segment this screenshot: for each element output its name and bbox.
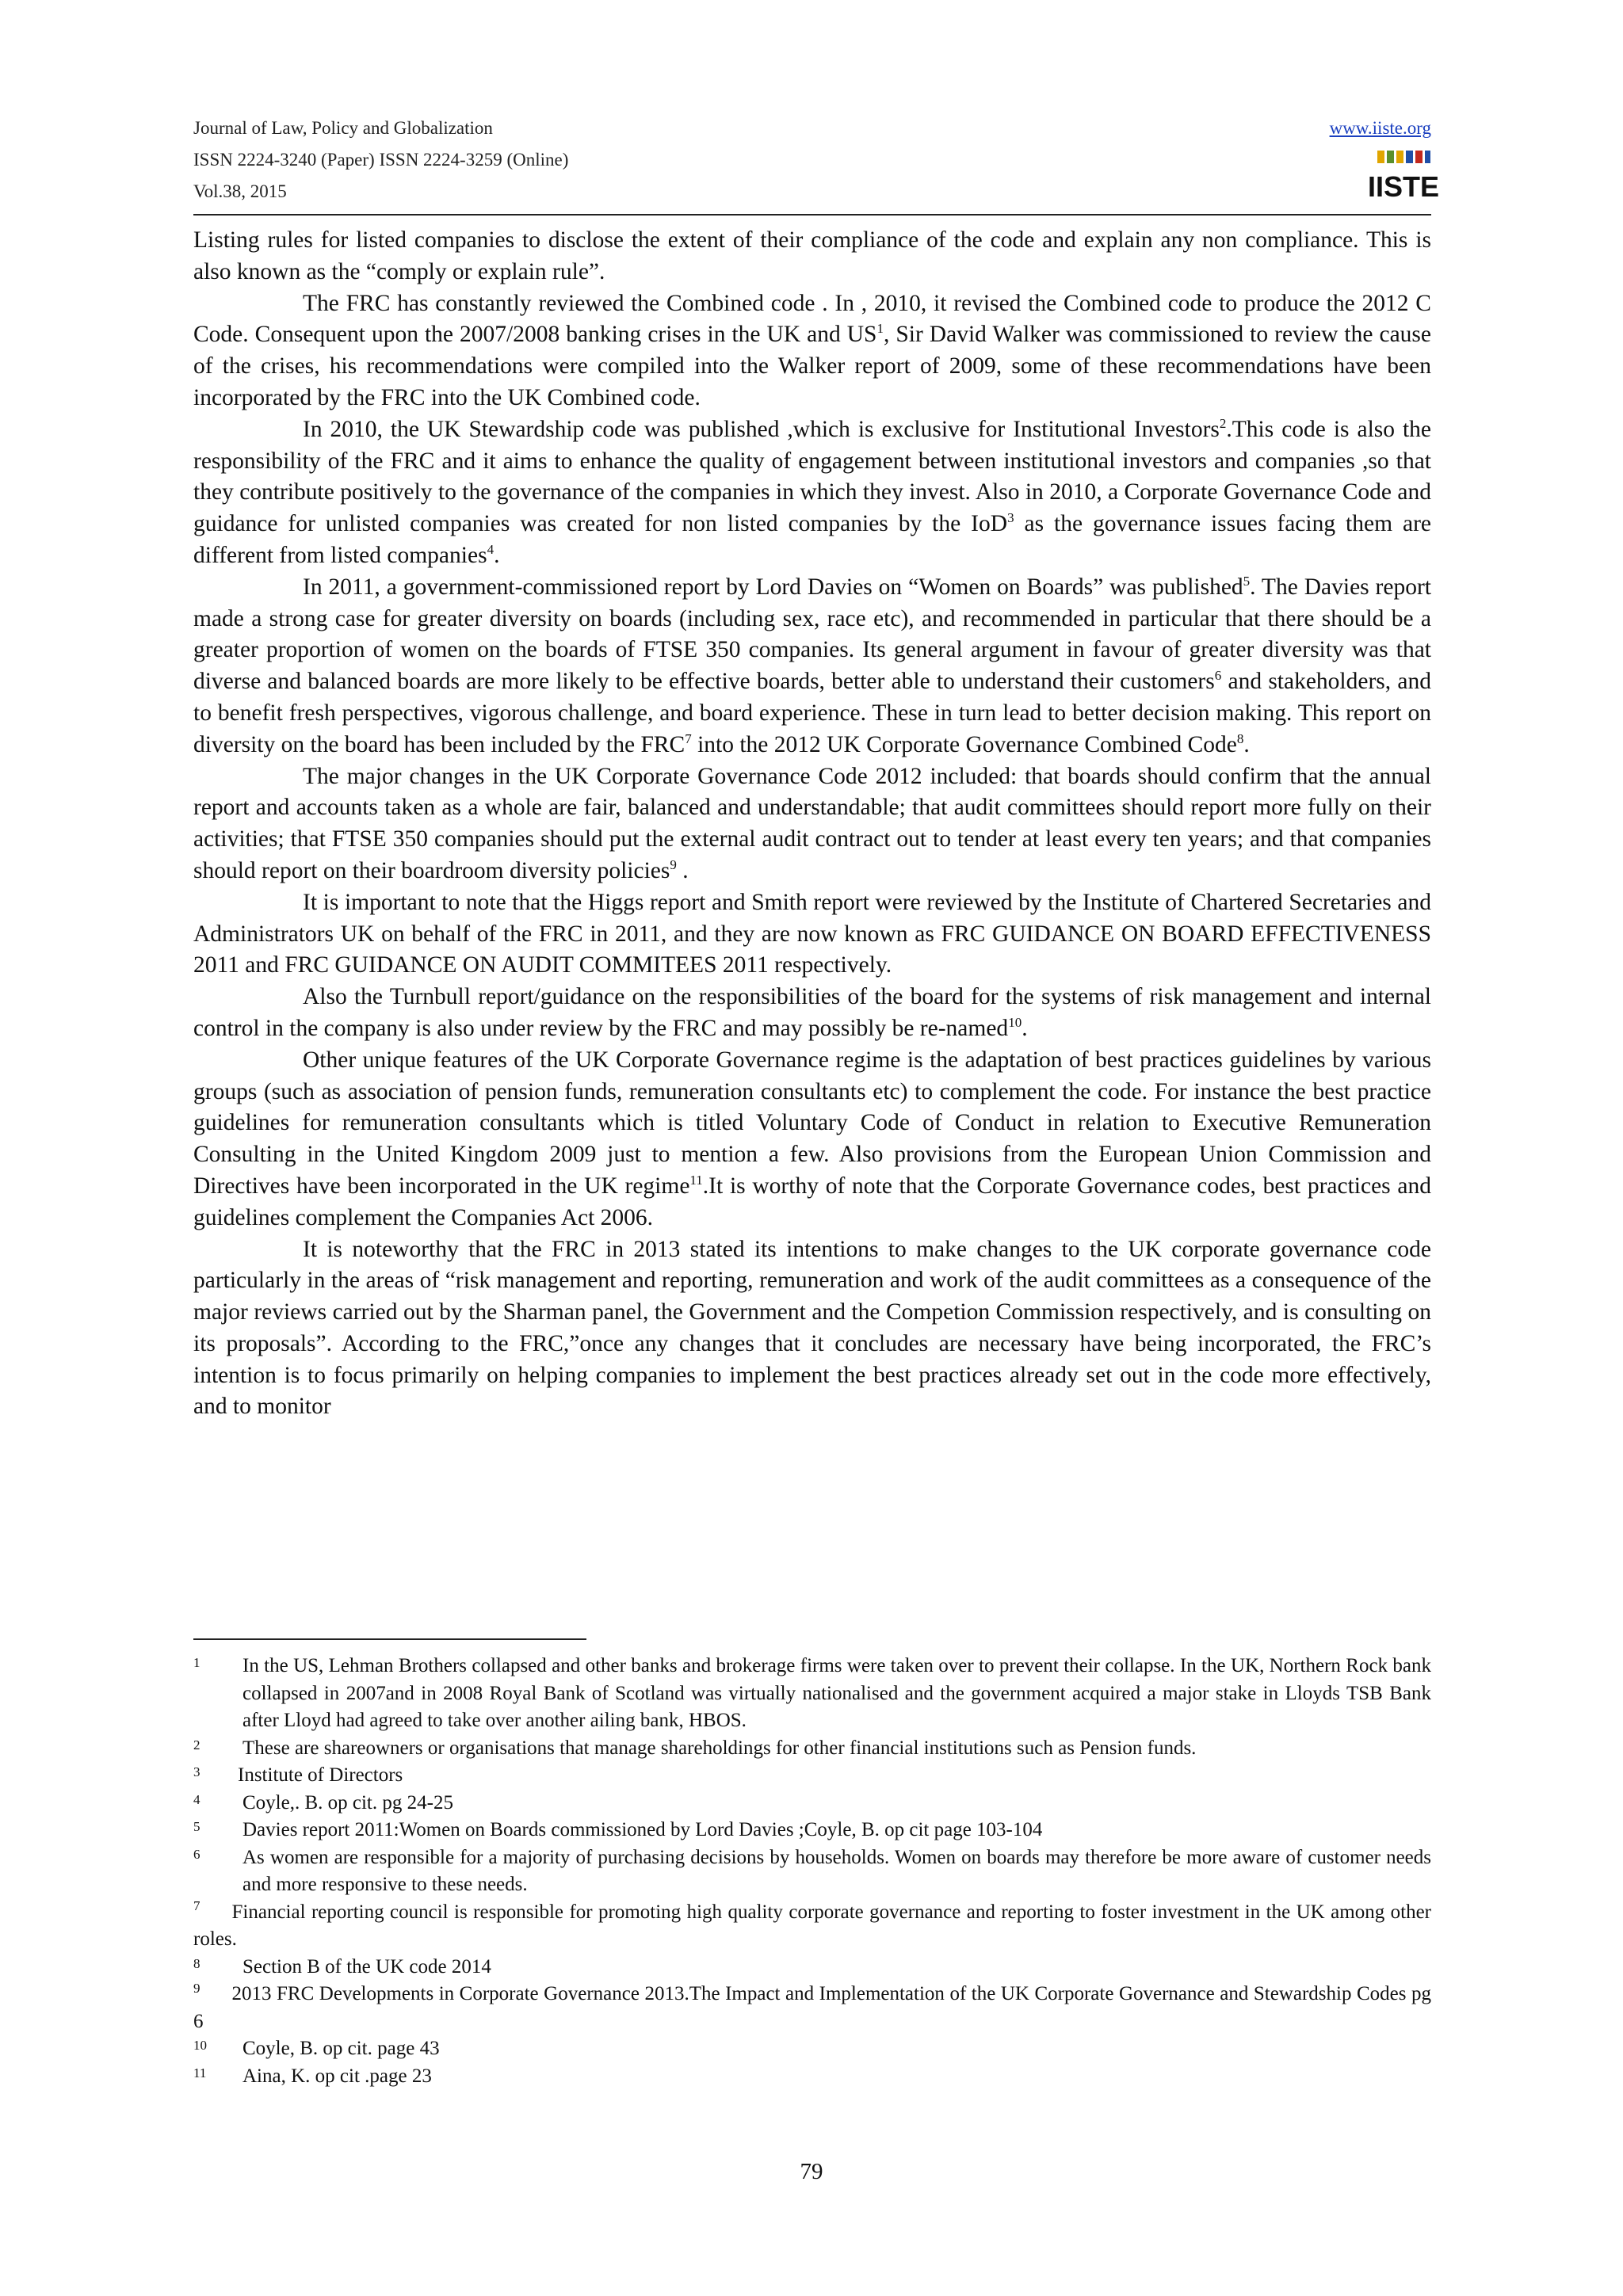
footnote-9 bbox=[193, 1981, 1431, 2035]
journal-header bbox=[193, 113, 1440, 208]
footnote-number: 7 bbox=[193, 1898, 200, 1914]
footnote-ref-3[interactable]: 3 bbox=[1007, 510, 1014, 526]
footnote-number: 9 bbox=[193, 1980, 200, 1996]
footnote-number: 2 bbox=[193, 1737, 200, 1753]
footnote-ref-2[interactable]: 2 bbox=[1219, 415, 1227, 431]
footnote-ref-10[interactable]: 10 bbox=[1008, 1015, 1022, 1031]
footnote-6 bbox=[193, 1844, 1431, 1899]
paragraph-9: It is noteworthy that the FRC in 2013 stated its intentions to make changes to the UK corporate governance code particularly in the areas of “risk management and reporting, remuneration and work of the audit committees as a consequence of the major reviews carried out by the Sharman panel, the Government and the Competion Commission respectively, and is consulting on its proposals”. According to the FRC,”once any changes that it concludes are necessary have being incorporated, the FRC’s intention is to focus primarily on helping companies to implement the best practices already set out in the code more effectively, and to monitor bbox=[193, 1236, 1431, 1420]
journal-volume: Vol.38, 2015 bbox=[193, 181, 287, 201]
paragraph-8: Other unique features of the UK Corporate Governance regime is the adaptation of best practices guidelines by various groups (such as association of pension funds, remuneration consultants etc) to complement the code. For instance the best practice guidelines for remuneration consultants which is titled Voluntary Code of Conduct in relation to Executive Remuneration Consulting in the United Kingdom 2009 just to mention a few. Also provisions from the European Union Commission and Directives have been incorporated in the UK regime$^{11}$.It is worthy of note that the Corporate Governance codes, best practices and guidelines complement the Companies Act 2006. bbox=[193, 1047, 1432, 1230]
footnote-8 bbox=[193, 1954, 1431, 1981]
journal-issn: ISSN 2224-3240 (Paper) ISSN 2224-3259 (Online) bbox=[193, 150, 569, 170]
footnote-7 bbox=[193, 1899, 1431, 1954]
footnote-ref-11[interactable]: 11 bbox=[689, 1173, 703, 1188]
footnote-number: 8 bbox=[193, 1955, 200, 1971]
footnote-ref-6[interactable]: 6 bbox=[1214, 668, 1222, 684]
footnote-separator bbox=[193, 1638, 586, 1640]
footnote-number: 1 bbox=[193, 1655, 200, 1670]
footnote-2 bbox=[193, 1735, 1431, 1763]
footnote-ref-7[interactable]: 7 bbox=[685, 730, 692, 746]
footnote-ref-8[interactable]: 8 bbox=[1236, 730, 1244, 746]
website-link[interactable]: www.iiste.org bbox=[1329, 118, 1431, 138]
footnote-number: 4 bbox=[193, 1791, 200, 1807]
paragraph-3: In 2010, the UK Stewardship code was published ,which is exclusive for Institutional Investors$^2$.This code is also the responsibility of the FRC and it aims to enhance the quality of engagement between institutional investors and companies ,so that they contribute positively to the governance of the companies in which they invest. Also in 2010, a Corporate Governance Code and guidance for unlisted companies was created for non listed companies by the IoD$^3$ as the governance issues facing them are different from listed companies$^4$. bbox=[193, 415, 1431, 568]
footnote-text: As women are responsible for a majority of purchasing decisions by households. Women on boards may therefore be more aware of customer needs and more responsive to these needs. bbox=[242, 1846, 1431, 1895]
footnote-text: Coyle,. B. op cit. pg 24-25 bbox=[242, 1791, 453, 1814]
paragraph-2: The FRC has constantly reviewed the Combined code . In , 2010, it revised the Combined code to produce the 2012 C Code. Consequent upon the 2007/2008 banking crises in the UK and $US^1$, Sir David Walker was commissioned to review the cause of the crises, his recommendations were compiled into the Walker report of 2009, some of these recommendations have been incorporated by the FRC into the UK Combined code. bbox=[193, 290, 1431, 410]
footnote-11 bbox=[193, 2063, 1431, 2091]
paragraph-1: Listing rules for listed companies to disclose the extent of their compliance of the code and explain any non compliance. This is also known as the “comply or explain rule”. bbox=[193, 227, 1431, 284]
footnote-number: 5 bbox=[193, 1819, 200, 1834]
footnote-text: Aina, K. op cit .page 23 bbox=[242, 2065, 432, 2087]
body-text bbox=[193, 225, 1431, 1423]
header-rule bbox=[193, 214, 1431, 215]
footnote-text: These are shareowners or organisations that manage shareholdings for other financial institutions such as Pension funds. bbox=[242, 1737, 1197, 1759]
footnote-number: 10 bbox=[193, 2038, 207, 2053]
footnote-text: Institute of Directors bbox=[238, 1764, 403, 1786]
footnote-ref-1[interactable]: 1 bbox=[876, 321, 884, 337]
footnote-ref-5[interactable]: 5 bbox=[1243, 573, 1251, 589]
footnote-number: 11 bbox=[193, 2065, 207, 2081]
page-number: 79 bbox=[800, 2159, 823, 2184]
footnote-5 bbox=[193, 1817, 1431, 1844]
footnote-number: 3 bbox=[193, 1764, 200, 1779]
footnote-1 bbox=[193, 1653, 1431, 1735]
paragraph-5: The major changes in the UK Corporate Governance Code 2012 included: that boards should confirm that the annual report and accounts taken as a whole are fair, balanced and understandable; that audit committees should report more fully on their activities; that FTSE 350 companies should put the external audit contract out to tender at least every ten years; and that companies should report on their boardroom diversity policies$^9$ . bbox=[193, 763, 1431, 883]
page-content bbox=[193, 113, 1440, 1423]
footnote-text: Section B of the UK code 2014 bbox=[242, 1955, 491, 1978]
paragraph-6: It is important to note that the Higgs report and Smith report were reviewed by the Institute of Chartered Secretaries and Administrators UK on behalf of the FRC in 2011, and they are now known as FRC GUIDANCE ON BOARD EFFECTIVENESS 2011 and FRC GUIDANCE ON AUDIT COMMITEES 2011 respectively. bbox=[193, 889, 1431, 978]
paragraph-7: Also the Turnbull report/guidance on the responsibilities of the board for the systems of risk management and internal control in the company is also under review by the FRC and may possibly be re-named$^{10}$. bbox=[193, 984, 1431, 1041]
paragraph-4: In 2011, a government-commissioned report by Lord Davies on “Women on Boards” was published$^5$. The Davies report made a strong case for greater diversity on boards (including sex, race etc), and recommended in particular that there should be a greater proportion of women on the boards of FTSE 350 companies. Its general argument in favour of greater diversity was that diverse and balanced boards are more likely to be effective boards, better able to understand their customers$^6$ and stakeholders, and to benefit fresh perspectives, vigorous challenge, and board experience. These in turn lead to better decision making. This report on diversity on the board has been included by the FRC$^7$ into the 2012 UK Corporate Governance Combined Code$^8$. bbox=[193, 573, 1431, 757]
logo-text: IISTE bbox=[1367, 170, 1440, 203]
footnote-ref-9[interactable]: 9 bbox=[670, 857, 677, 873]
footnote-10 bbox=[193, 2035, 1431, 2063]
journal-title: Journal of Law, Policy and Globalization bbox=[193, 118, 493, 138]
footnote-text: In the US, Lehman Brothers collapsed and other banks and brokerage firms were taken over to prevent their collapse. In the UK, Northern Rock bank collapsed in 2007and in 2008 Royal Bank of Scotland was virtually nationalised and the government acquired a major stake in Lloyds TSB Bank after Lloyd had agreed to take over another ailing bank, HBOS. bbox=[242, 1655, 1431, 1731]
footnote-4 bbox=[193, 1790, 1431, 1817]
footnote-text: Financial reporting council is responsible for promoting high quality corporate governance and reporting to foster investment in the UK among other roles. bbox=[193, 1901, 1431, 1950]
footnote-3 bbox=[193, 1762, 1431, 1790]
footnote-ref-4[interactable]: 4 bbox=[487, 542, 495, 558]
footnote-text: 2013 FRC Developments in Corporate Governance 2013.The Impact and Implementation of the UK Corporate Governance and Stewardship Codes pg 6 bbox=[193, 1983, 1431, 2032]
footnote-number: 6 bbox=[193, 1846, 200, 1862]
footnote-text: Davies report 2011:Women on Boards commissioned by Lord Davies ;Coyle, B. op cit page 103-104 bbox=[242, 1819, 1043, 1840]
iiste-logo bbox=[1367, 147, 1440, 203]
footnote-text: Coyle, B. op cit. page 43 bbox=[242, 2038, 440, 2059]
footnotes bbox=[193, 1653, 1431, 2090]
